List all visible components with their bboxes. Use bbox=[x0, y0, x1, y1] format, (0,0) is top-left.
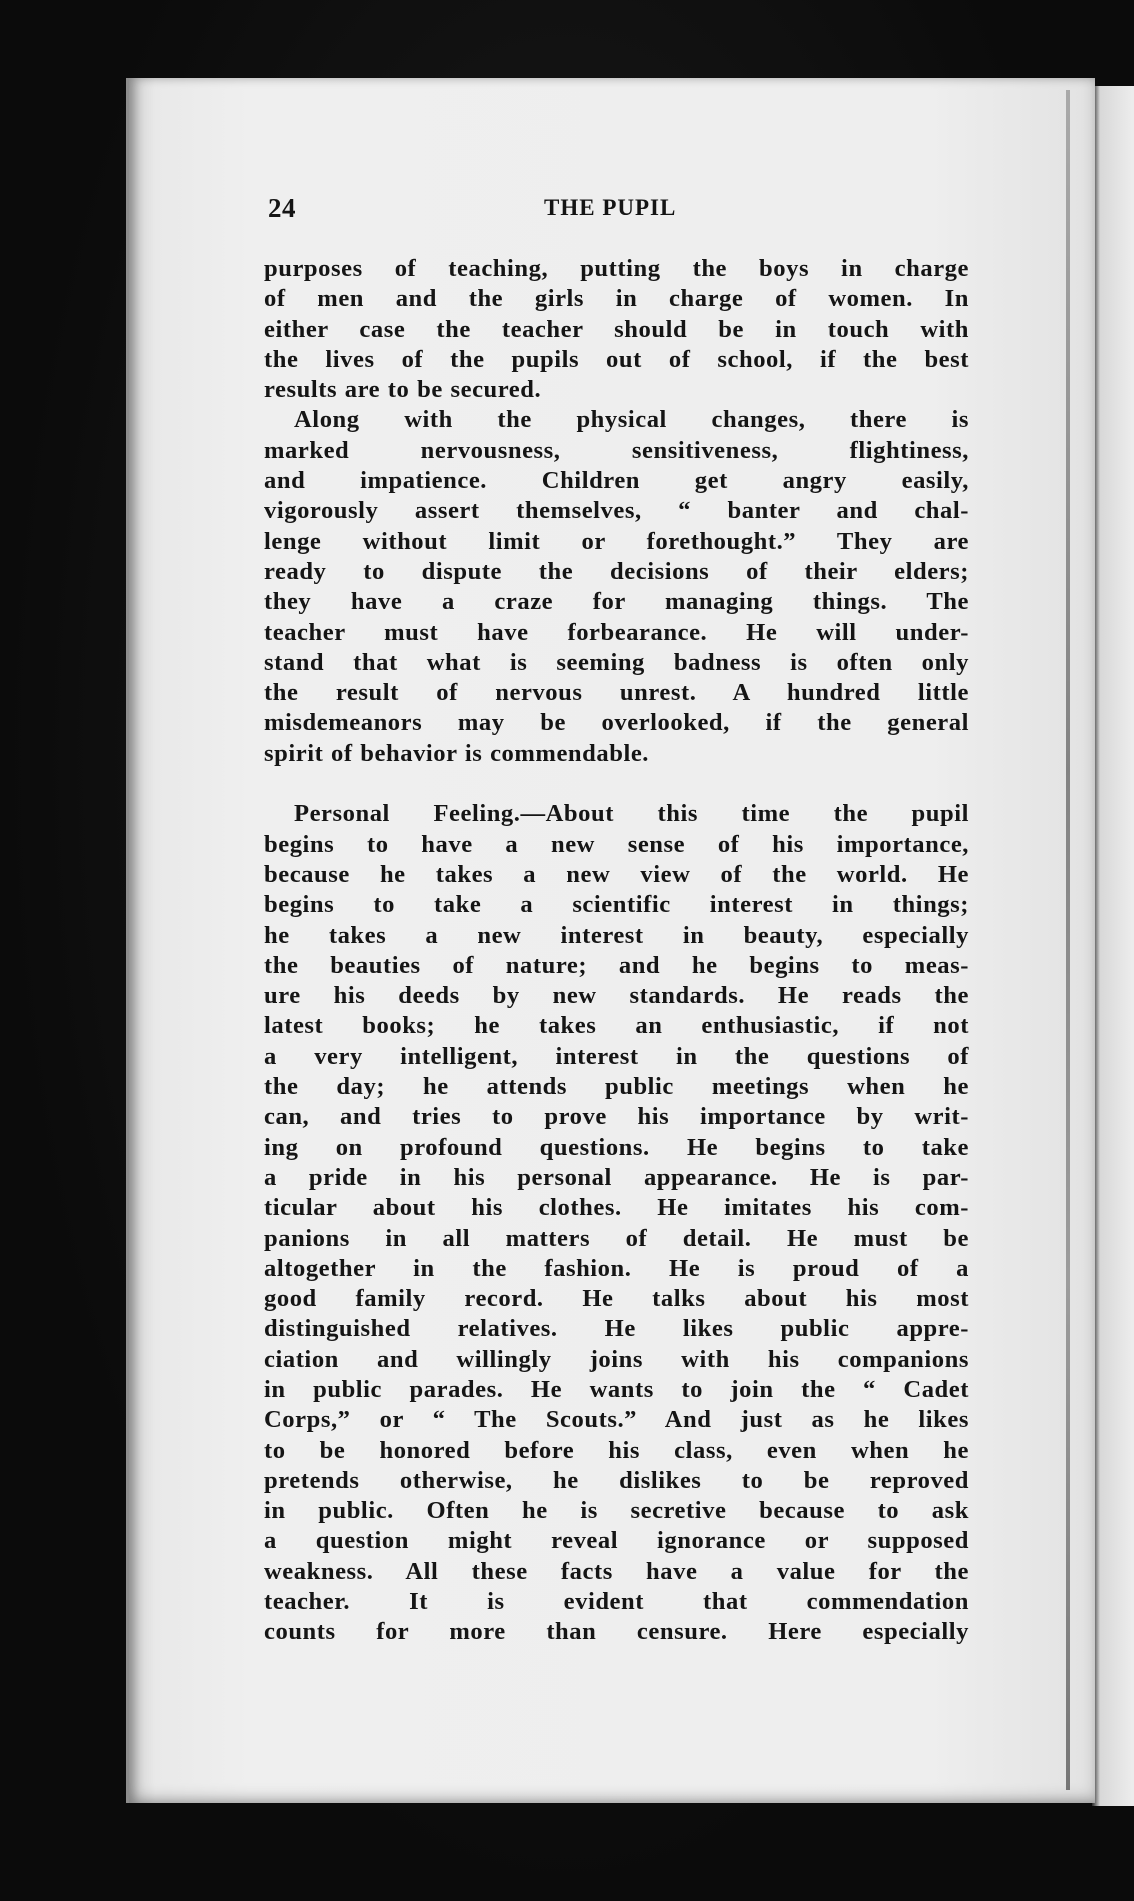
text-line: they have a craze for managing things. The bbox=[264, 588, 969, 616]
facing-page-edge bbox=[1092, 86, 1134, 1806]
text-line: because he takes a new view of the world. He bbox=[264, 860, 969, 888]
text-line: in public parades. He wants to join the “ Cadet bbox=[264, 1375, 969, 1403]
text-line: Corps,” or “ The Scouts.” And just as he likes bbox=[264, 1406, 969, 1434]
text-line: vigorously assert themselves, “ banter and chal- bbox=[264, 497, 969, 525]
text-line: results are to be secured. bbox=[264, 376, 542, 404]
text-line: teacher. It is evident that commendation bbox=[264, 1588, 969, 1616]
text-line: weakness. All these facts have a value for the bbox=[264, 1557, 969, 1585]
text-line: spirit of behavior is commendable. bbox=[264, 739, 650, 767]
text-line: latest books; he takes an enthusiastic, if not bbox=[264, 1012, 969, 1040]
text-line: a pride in his personal appearance. He is par- bbox=[264, 1163, 969, 1191]
text-line: pretends otherwise, he dislikes to be reproved bbox=[264, 1466, 969, 1494]
text-line: a very intelligent, interest in the questions of bbox=[264, 1042, 969, 1070]
text-line: ing on profound questions. He begins to take bbox=[264, 1133, 969, 1161]
text-line: either case the teacher should be in touch with bbox=[264, 315, 969, 343]
text-line: the day; he attends public meetings when he bbox=[264, 1073, 969, 1101]
text-line: he takes a new interest in beauty, especially bbox=[264, 921, 969, 949]
page-header bbox=[268, 193, 968, 229]
text-line: panions in all matters of detail. He must be bbox=[264, 1224, 969, 1252]
text-line: a question might reveal ignorance or supposed bbox=[264, 1527, 969, 1555]
text-line: begins to have a new sense of his importance, bbox=[264, 830, 969, 858]
text-line: altogether in the fashion. He is proud of a bbox=[264, 1254, 969, 1282]
text-line: teacher must have forbearance. He will under- bbox=[264, 618, 969, 646]
text-line: the lives of the pupils out of school, if the best bbox=[264, 345, 969, 373]
text-line: ure his deeds by new standards. He reads the bbox=[264, 982, 969, 1010]
running-head: THE PUPIL bbox=[544, 195, 677, 220]
section-heading-line: Personal Feeling.—About this time the pupil bbox=[294, 800, 969, 828]
page-gutter-shadow bbox=[1066, 90, 1070, 1790]
text-line: in public. Often he is secretive because to ask bbox=[264, 1497, 969, 1525]
body-text bbox=[264, 254, 969, 1648]
text-line: good family record. He talks about his most bbox=[264, 1285, 969, 1313]
page-number: 24 bbox=[268, 193, 296, 223]
text-line: the result of nervous unrest. A hundred little bbox=[264, 679, 969, 707]
text-line: ciation and willingly joins with his companions bbox=[264, 1345, 969, 1373]
text-line: counts for more than censure. Here especially bbox=[264, 1618, 969, 1646]
text-line: begins to take a scientific interest in things; bbox=[264, 891, 969, 919]
text-line: can, and tries to prove his importance by writ- bbox=[264, 1103, 969, 1131]
text-line: purposes of teaching, putting the boys in charge bbox=[264, 255, 969, 282]
text-line: stand that what is seeming badness is often only bbox=[264, 648, 969, 676]
text-line: marked nervousness, sensitiveness, flightiness, bbox=[264, 436, 969, 464]
text-line: distinguished relatives. He likes public appre- bbox=[264, 1315, 969, 1343]
text-line: ready to dispute the decisions of their elders; bbox=[264, 557, 969, 585]
text-line: and impatience. Children get angry easily, bbox=[264, 467, 969, 495]
text-line: the beauties of nature; and he begins to meas- bbox=[264, 951, 969, 979]
text-line: misdemeanors may be overlooked, if the general bbox=[264, 709, 969, 737]
text-line: of men and the girls in charge of women. In bbox=[264, 285, 969, 313]
text-line: lenge without limit or forethought.” They are bbox=[264, 527, 969, 555]
text-line: ticular about his clothes. He imitates his com- bbox=[264, 1194, 969, 1222]
text-line: to be honored before his class, even when he bbox=[264, 1436, 969, 1464]
text-line: Along with the physical changes, there is bbox=[294, 406, 969, 434]
